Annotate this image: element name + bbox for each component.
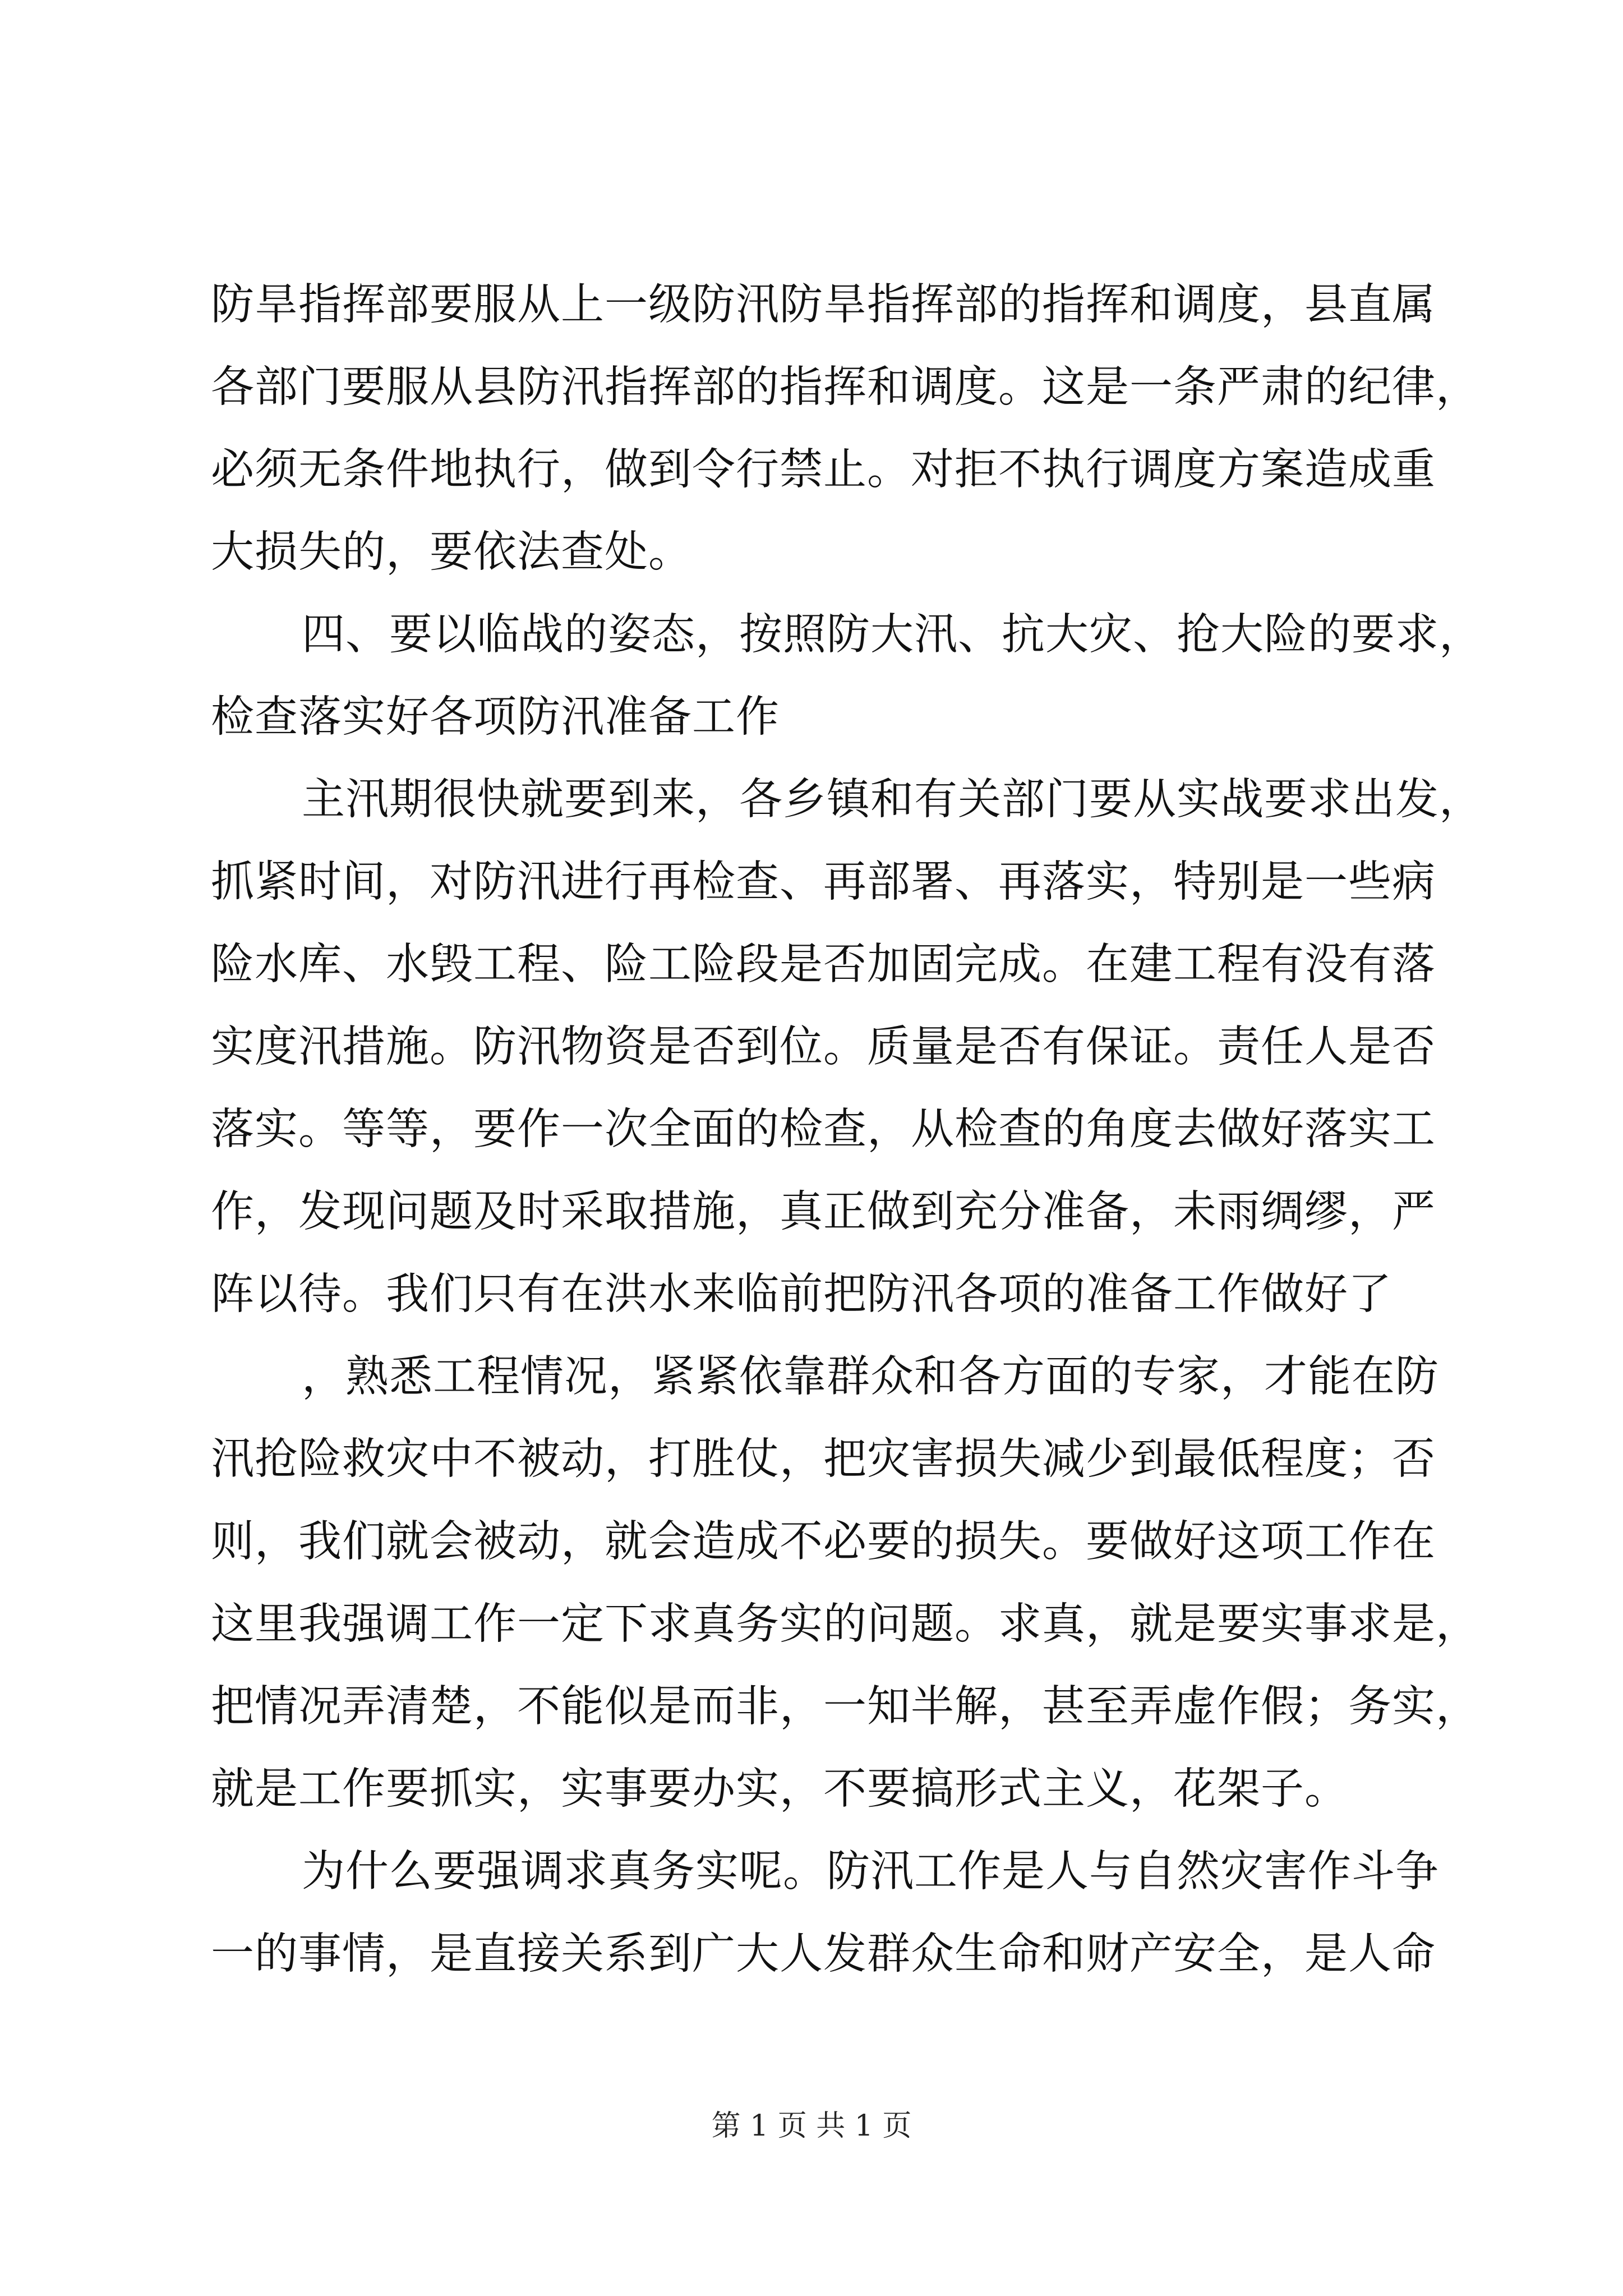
text-line: ，熟悉工程情况，紧紧依靠群众和各方面的专家，才能在防: [302, 1352, 1439, 1402]
text-line: 各部门要服从县防汛指挥部的指挥和调度。这是一条严肃的纪律，: [211, 362, 1479, 412]
text-line: 必须无条件地执行，做到令行禁止。对拒不执行调度方案造成重: [211, 445, 1436, 495]
text-line: 主汛期很快就要到来，各乡镇和有关部门要从实战要求出发，: [302, 775, 1483, 825]
text-line: 一的事情，是直接关系到广大人发群众生命和财产安全，是人命: [211, 1929, 1436, 1979]
text-line: 为什么要强调求真务实呢。防汛工作是人与自然灾害作斗争: [302, 1847, 1439, 1897]
text-line: 把情况弄清楚，不能似是而非，一知半解，甚至弄虚作假；务实，: [211, 1682, 1479, 1732]
text-line: 防旱指挥部要服从上一级防汛防旱指挥部的指挥和调度，县直属: [211, 280, 1436, 330]
section-heading: 四、要以临战的姿态，按照防大汛、抗大灾、抢大险的要求，: [302, 610, 1483, 660]
page-footer: [0, 2106, 1623, 2146]
text-line: 实度汛措施。防汛物资是否到位。质量是否有保证。责任人是否: [211, 1022, 1436, 1072]
section-heading-continued: 检查落实好各项防汛准备工作: [211, 692, 780, 742]
text-line: 落实。等等，要作一次全面的检查，从检查的角度去做好落实工: [211, 1105, 1436, 1154]
text-line: 则，我们就会被动，就会造成不必要的损失。要做好这项工作在: [211, 1517, 1436, 1567]
page-number-label: 第 1 页 共 1 页: [711, 2109, 912, 2143]
document-body: [211, 264, 1483, 1995]
text-line: 汛抢险救灾中不被动，打胜仗，把灾害损失减少到最低程度；否: [211, 1434, 1436, 1484]
text-line: 作，发现问题及时采取措施，真正做到充分准备，未雨绸缪，严: [211, 1187, 1436, 1237]
text-line: 险水库、水毁工程、险工险段是否加固完成。在建工程有没有落: [211, 940, 1436, 990]
text-line: 抓紧时间，对防汛进行再检查、再部署、再落实，特别是一些病: [211, 857, 1436, 907]
text-line: 这里我强调工作一定下求真务实的问题。求真，就是要实事求是，: [211, 1599, 1479, 1649]
text-line: 阵以待。我们只有在洪水来临前把防汛各项的准备工作做好了: [211, 1269, 1392, 1319]
text-line: 就是工作要抓实，实事要办实，不要搞形式主义，花架子。: [211, 1764, 1348, 1814]
text-line: 大损失的，要依法查处。: [211, 527, 692, 577]
